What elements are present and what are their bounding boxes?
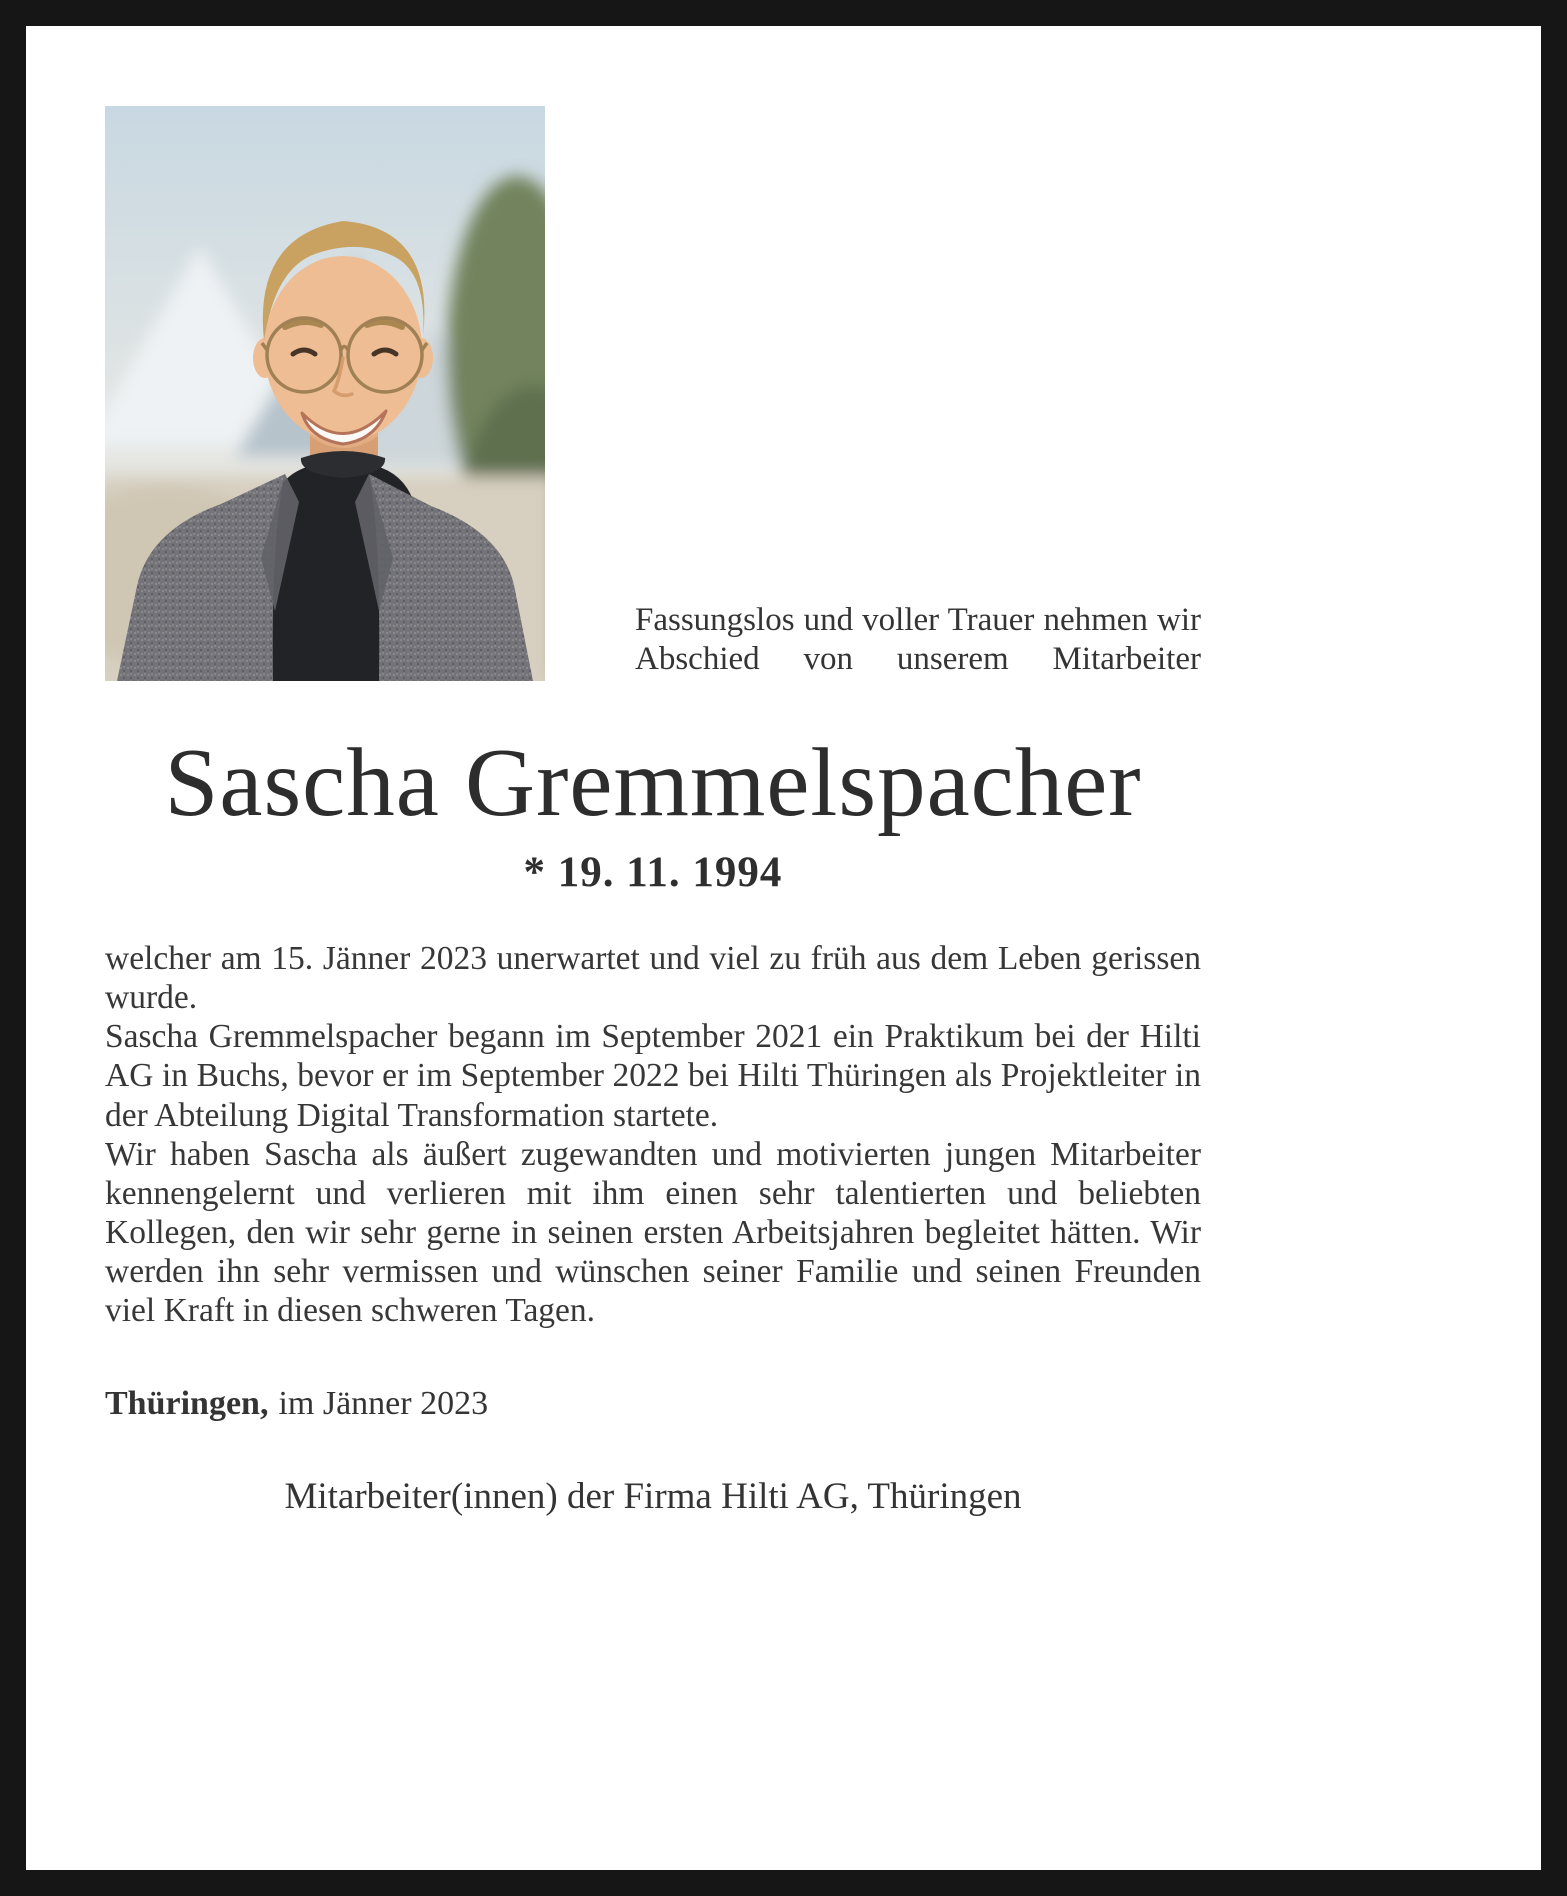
portrait-illustration <box>105 106 545 681</box>
obituary-content <box>105 106 1201 1518</box>
body-paragraph: Wir haben Sascha als äußert zugewandten und motivierten jungen Mitarbeiter kennengelernt und verlieren mit ihm einen sehr talentierten und beliebten Kollegen, den wir sehr gerne in seinen ersten Arbeitsjahren begleitet hätten. Wir werden ihn sehr vermissen und wünschen seiner Familie und seinen Freunden viel Kraft in diesen schweren Tagen. <box>105 1135 1201 1330</box>
deceased-name: Sascha Gremmelspacher <box>164 729 1142 836</box>
place-name: Thüringen, <box>105 1384 269 1422</box>
portrait-photo <box>105 106 545 681</box>
birth-date: * 19. 11. 1994 <box>523 848 783 896</box>
body-paragraph: welcher am 15. Jänner 2023 unerwartet und viel zu früh aus dem Leben gerissen wurde. <box>105 939 1201 1016</box>
photo-row <box>105 106 1201 681</box>
body-paragraph: Sascha Gremmelspacher begann im September 2021 ein Praktikum bei der Hilti AG in Buchs, bevor er im September 2022 bei Hilti Thüringen als Projektleiter in der Abteilung Digital Transformation startete. <box>105 1018 1201 1134</box>
obituary-body <box>105 939 1201 1331</box>
intro-text: Fassungslos und voller Trauer nehmen wir Abschied von unserem Mitarbeiter <box>635 602 1201 678</box>
date-text: im Jänner 2023 <box>278 1384 489 1422</box>
closing-line: Mitarbeiter(innen) der Firma Hilti AG, Thüringen <box>284 1475 1022 1517</box>
place-date-line <box>105 1385 1201 1423</box>
